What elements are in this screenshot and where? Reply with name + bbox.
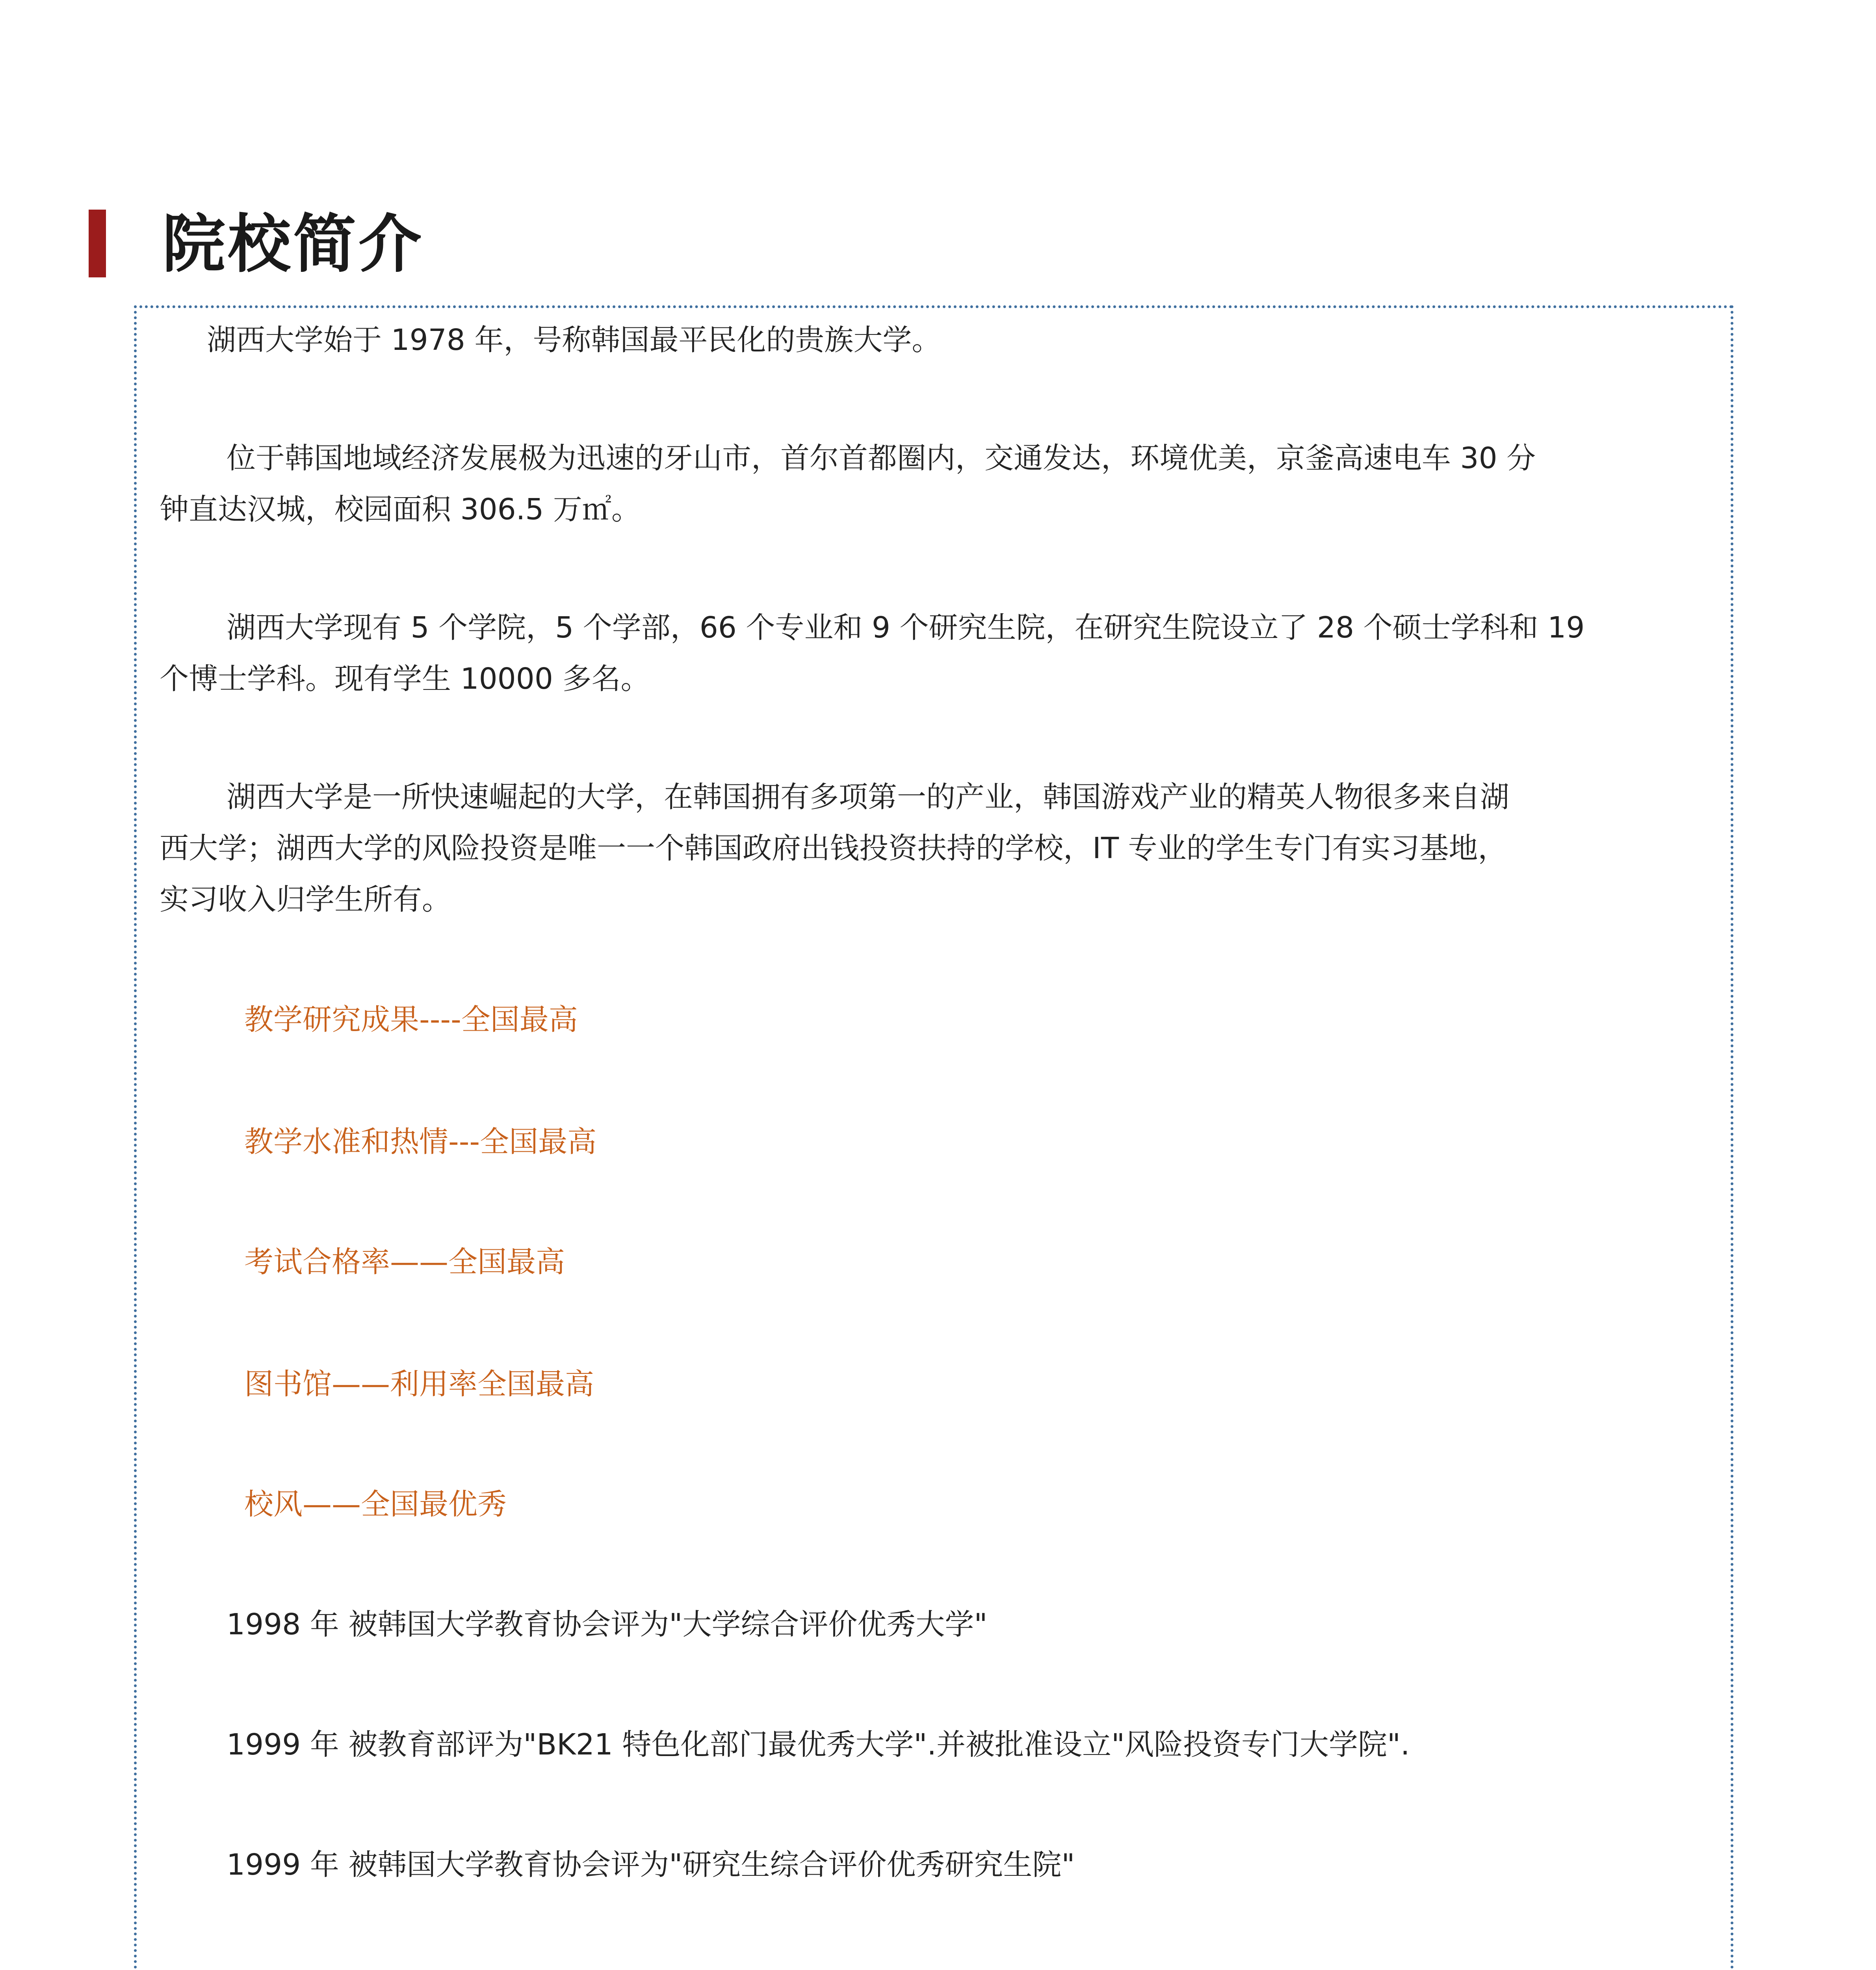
highlight-item: 图书馆——利用率全国最高 <box>244 1367 594 1401</box>
award-item <box>227 1967 912 1970</box>
intro-paragraph-2-line-1: 位于韩国地域经济发展极为迅速的牙山市，首尔首都圈内，交通发达，环境优美，京釜高速电车 30 分 <box>227 441 1536 475</box>
highlight-item: 校风——全国最优秀 <box>244 1487 507 1521</box>
award-item: 1999 年 被韩国大学教育协会评为"研究生综合评价优秀研究生院" <box>227 1848 1075 1882</box>
highlight-item: 考试合格率——全国最高 <box>244 1245 565 1279</box>
intro-paragraph-4-line-1: 湖西大学是一所快速崛起的大学，在韩国拥有多项第一的产业，韩国游戏产业的精英人物很多来自湖 <box>227 780 1509 814</box>
intro-paragraph-3-line-1: 湖西大学现有 5 个学院，5 个学部，66 个专业和 9 个研究生院，在研究生院设立了 28 个硕士学科和 19 <box>227 611 1585 645</box>
highlight-item: 教学水准和热情---全国最高 <box>244 1125 597 1159</box>
intro-paragraph-3-line-2: 个博士学科。现有学生 10000 多名。 <box>160 662 650 696</box>
intro-paragraph-2-line-2: 钟直达汉城，校园面积 306.5 万㎡。 <box>160 492 641 526</box>
award-item: 1998 年 被韩国大学教育协会评为"大学综合评价优秀大学" <box>227 1608 988 1641</box>
intro-paragraph-1: 湖西大学始于 1978 年，号称韩国最平民化的贵族大学。 <box>207 323 941 357</box>
page-title: 院校简介 <box>162 207 424 281</box>
award-item: 1999 年 被教育部评为"BK21 特色化部门最优秀大学".并被批准设立"风险投资专门大学院". <box>227 1728 1410 1762</box>
title-accent-bar <box>89 210 106 277</box>
highlight-item: 教学研究成果----全国最高 <box>244 1003 578 1037</box>
intro-paragraph-4-line-2: 西大学；湖西大学的风险投资是唯一一个韩国政府出钱投资扶持的学校，IT 专业的学生专门有实习基地， <box>160 831 1507 865</box>
intro-paragraph-4-line-3: 实习收入归学生所有。 <box>160 883 451 916</box>
